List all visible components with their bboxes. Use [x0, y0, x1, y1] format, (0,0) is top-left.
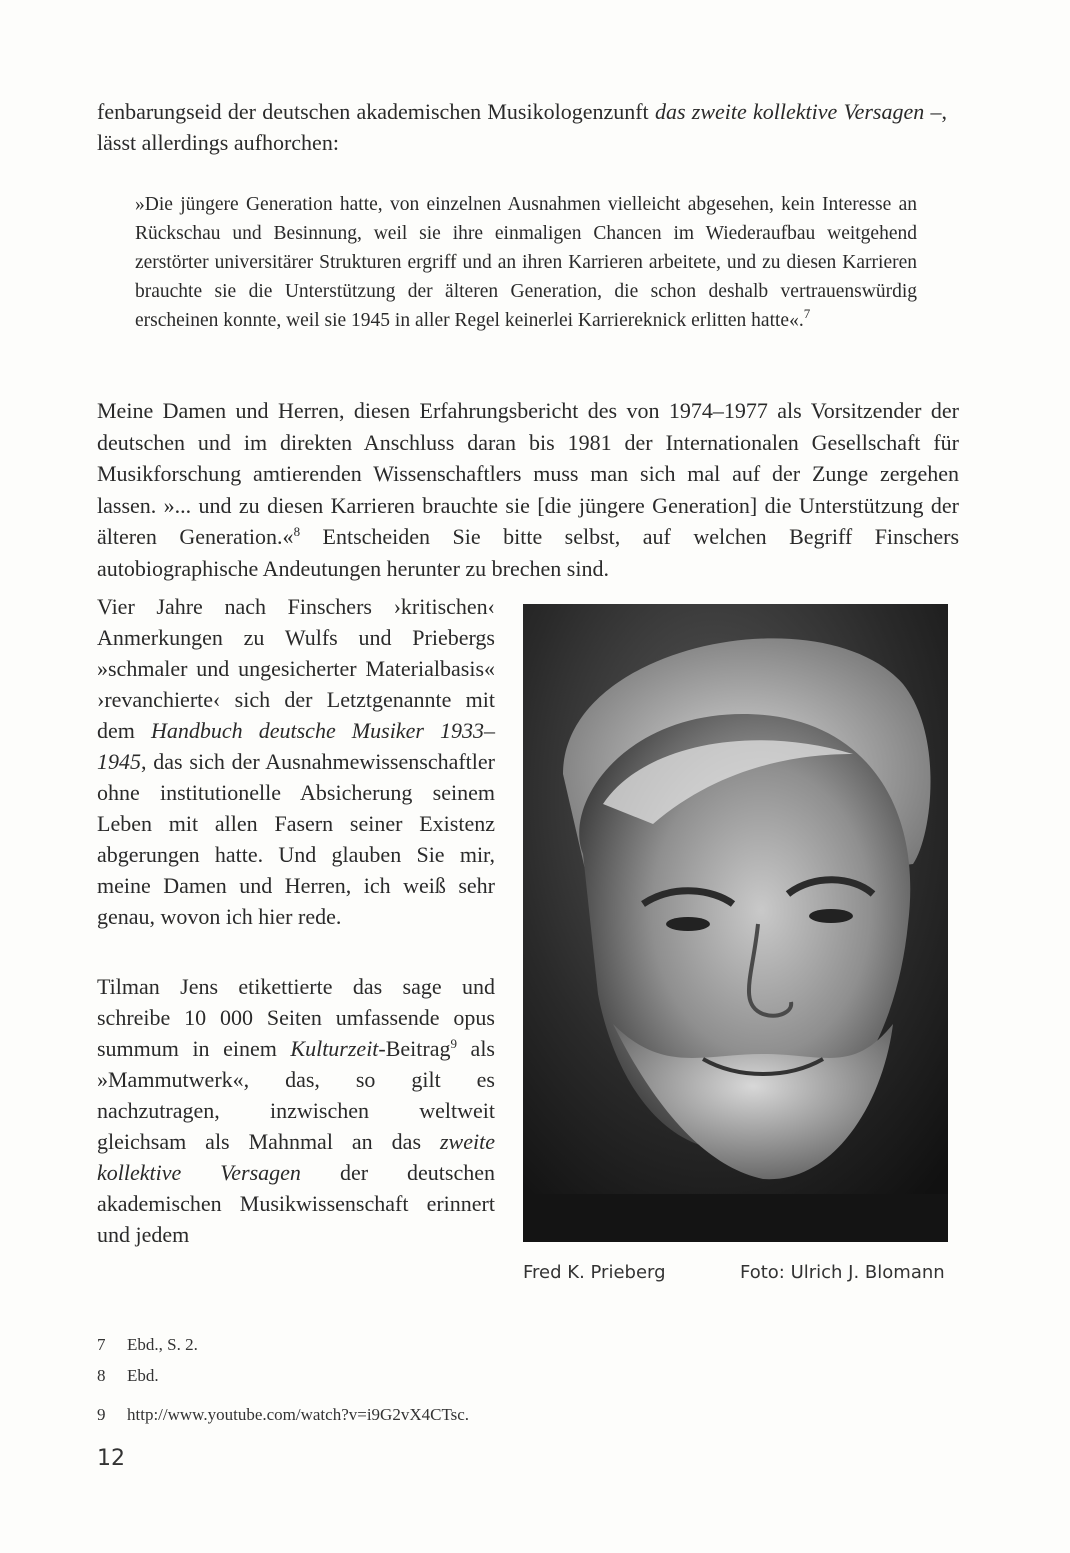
footnote-ref: 8	[293, 524, 301, 540]
text-span: der deutschen akademischen Musikwissenschaft erinnert und jedem	[97, 1160, 495, 1247]
text-span: Tilman Jens etikettierte das sage und schreibe 10 000 Seiten umfassende opus summum in einem	[97, 974, 495, 1061]
portrait-illustration	[523, 604, 948, 1242]
footnote-text: http://www.youtube.com/watch?v=i9G2vX4CTsc.	[127, 1405, 470, 1424]
paragraph-middle	[97, 395, 959, 585]
footnote-number: 7	[97, 1335, 106, 1354]
text-span: –, lässt allerdings aufhorchen:	[97, 99, 948, 155]
footnote-9	[97, 1405, 469, 1425]
footnote-ref: 9	[450, 1036, 458, 1051]
paragraph-left-2	[97, 971, 495, 1250]
text-span: Vier Jahre nach Finschers ›kritischen‹ Anmerkungen zu Wulfs und Priebergs »schmaler und ungesicherter Materialbasis« ›revanchierte‹ sich der Letztgenannte mit dem	[97, 594, 495, 743]
emphasis: Kulturzeit	[290, 1036, 379, 1061]
quote-text: »Die jüngere Generation hatte, von einzelnen Ausnahmen vielleicht abgesehen, kein Interesse an Rückschau und Besinnung, weil sie ihre einmaligen Chancen im Wiederaufbau weitgehend zerstörter universitärer Strukturen ergriff und an ihren Karrieren arbeitete, und zu diesen Karrieren brauchte sie die Unterstützung der älteren Generation, die schon deshalb vertrauenswürdig erscheinen konnte, weil sie 1945 in aller Regel keinerlei Karriereknick erlitten hatte«.	[135, 194, 917, 331]
emphasis: zweite kollektive Versagen	[97, 1129, 495, 1185]
book-title: Handbuch deutsche Musiker 1933–1945	[97, 718, 495, 774]
portrait-photo	[523, 604, 948, 1242]
footnote-number: 9	[97, 1405, 106, 1424]
footnote-8	[97, 1366, 159, 1386]
block-quote	[135, 190, 917, 335]
text-span: -Beitrag	[378, 1036, 451, 1061]
footnote-text: Ebd.	[127, 1366, 159, 1385]
text-span: Meine Damen und Herren, diesen Erfahrungsbericht des von 1974–1977 als Vorsitzender der deutschen und im direkten Anschluss daran bis 1981 der Internationalen Gesellschaft für Musikforschung amtierenden Wissenschaftlers muss man sich mal auf der Zunge zergehen lassen. »... und zu diesen Karrieren brauchte sie [die jüngere Generation] die Unterstützung der älteren Generation.«	[97, 398, 959, 550]
photo-caption-credit: Foto: Ulrich J. Blomann	[740, 1262, 945, 1283]
footnote-7	[97, 1335, 198, 1355]
text-span: , das sich der Ausnahmewissenschaftler ohne institutionelle Absicherung seinem Leben mit allen Fasern seiner Existenz abgerungen hatte. Und glauben Sie mir, meine Damen und Herren, ich weiß sehr genau, wovon ich hier rede.	[97, 749, 495, 929]
footnote-ref: 7	[803, 306, 811, 321]
page-number: 12	[97, 1446, 125, 1471]
paragraph-top	[97, 96, 947, 158]
emphasis: das zweite kollektive Versagen	[654, 99, 925, 124]
text-span: Entscheiden Sie bitte selbst, auf welchen Begriff Finschers autobiographische Andeutungen herunter zu brechen sind.	[97, 524, 960, 581]
photo-caption-name: Fred K. Prieberg	[523, 1262, 666, 1283]
paragraph-left-1	[97, 591, 495, 932]
text-span: fenbarungseid der deutschen akademischen Musikologenzunft	[97, 99, 655, 124]
footnote-text: Ebd., S. 2.	[127, 1335, 198, 1354]
footnote-number: 8	[97, 1366, 106, 1385]
text-span: als »Mammutwerk«, das, so gilt es nachzutragen, inzwischen weltweit gleichsam als Mahnmal an das	[97, 1036, 495, 1154]
